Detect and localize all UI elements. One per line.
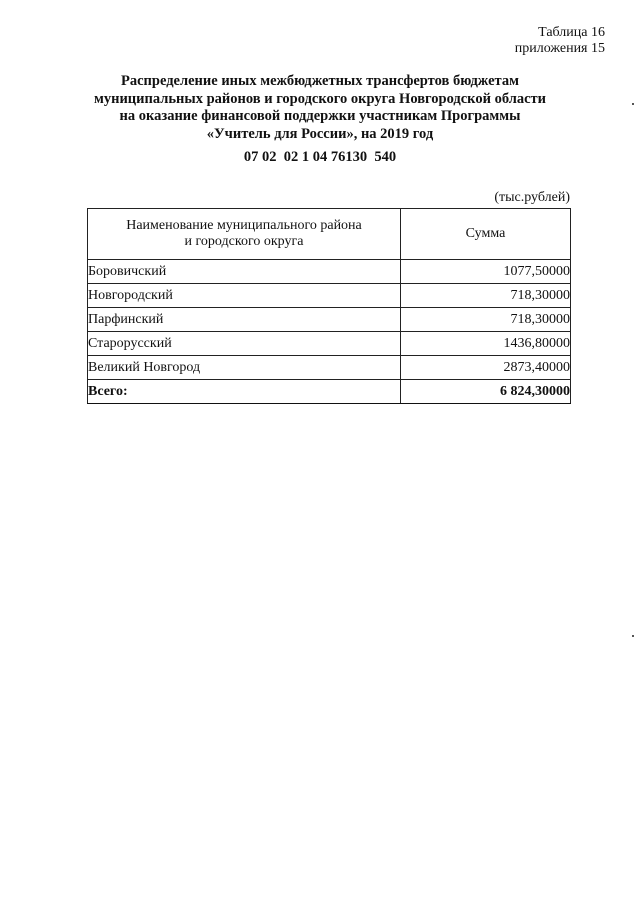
table-row (88, 332, 571, 356)
column-header-name (88, 209, 401, 260)
total-label-cell: Всего: (88, 380, 401, 404)
appendix-label: приложения 15 (514, 41, 605, 56)
row-name-cell: Боровичский (88, 260, 401, 284)
title-line: «Учитель для России», на 2019 год (206, 125, 434, 142)
row-sum-cell: 1077,50000 (401, 260, 571, 284)
table-total-row (88, 380, 571, 404)
total-sum-cell: 6 824,30000 (401, 380, 571, 404)
row-sum-cell: 1436,80000 (401, 332, 571, 356)
column-header-name-line1: Наименование муниципального района (126, 218, 362, 233)
title-line: Распределение иных межбюджетных трансфертов бюджетам (121, 73, 519, 89)
title-line: на оказание финансовой поддержки участникам Программы (119, 108, 521, 124)
row-sum-cell: 2873,40000 (401, 356, 571, 380)
table-row (88, 356, 571, 380)
table-reference (515, 25, 605, 57)
table-number-label: Таблица 16 (538, 25, 605, 40)
row-name-cell: Парфинский (88, 308, 401, 332)
row-sum-cell: 718,30000 (401, 284, 571, 308)
scan-mark (632, 635, 634, 637)
title-line: муниципальных районов и городского округа Новгородской области (93, 90, 547, 107)
units-label: (тыс.рублей) (494, 190, 570, 205)
row-name-cell: Великий Новгород (88, 356, 401, 380)
row-name-cell: Старорусский (88, 332, 401, 356)
allocation-table (87, 208, 571, 404)
scan-mark (632, 103, 634, 105)
table-row (88, 260, 571, 284)
budget-classification-code: 07 02 02 1 04 76130 540 (243, 149, 397, 165)
table-header-row (88, 209, 571, 260)
row-name-cell: Новгородский (88, 284, 401, 308)
table-row (88, 308, 571, 332)
row-sum-cell: 718,30000 (401, 308, 571, 332)
document-title (60, 73, 580, 143)
table-row (88, 284, 571, 308)
column-header-sum: Сумма (401, 209, 571, 260)
column-header-name-line2: и городского округа (184, 234, 304, 249)
